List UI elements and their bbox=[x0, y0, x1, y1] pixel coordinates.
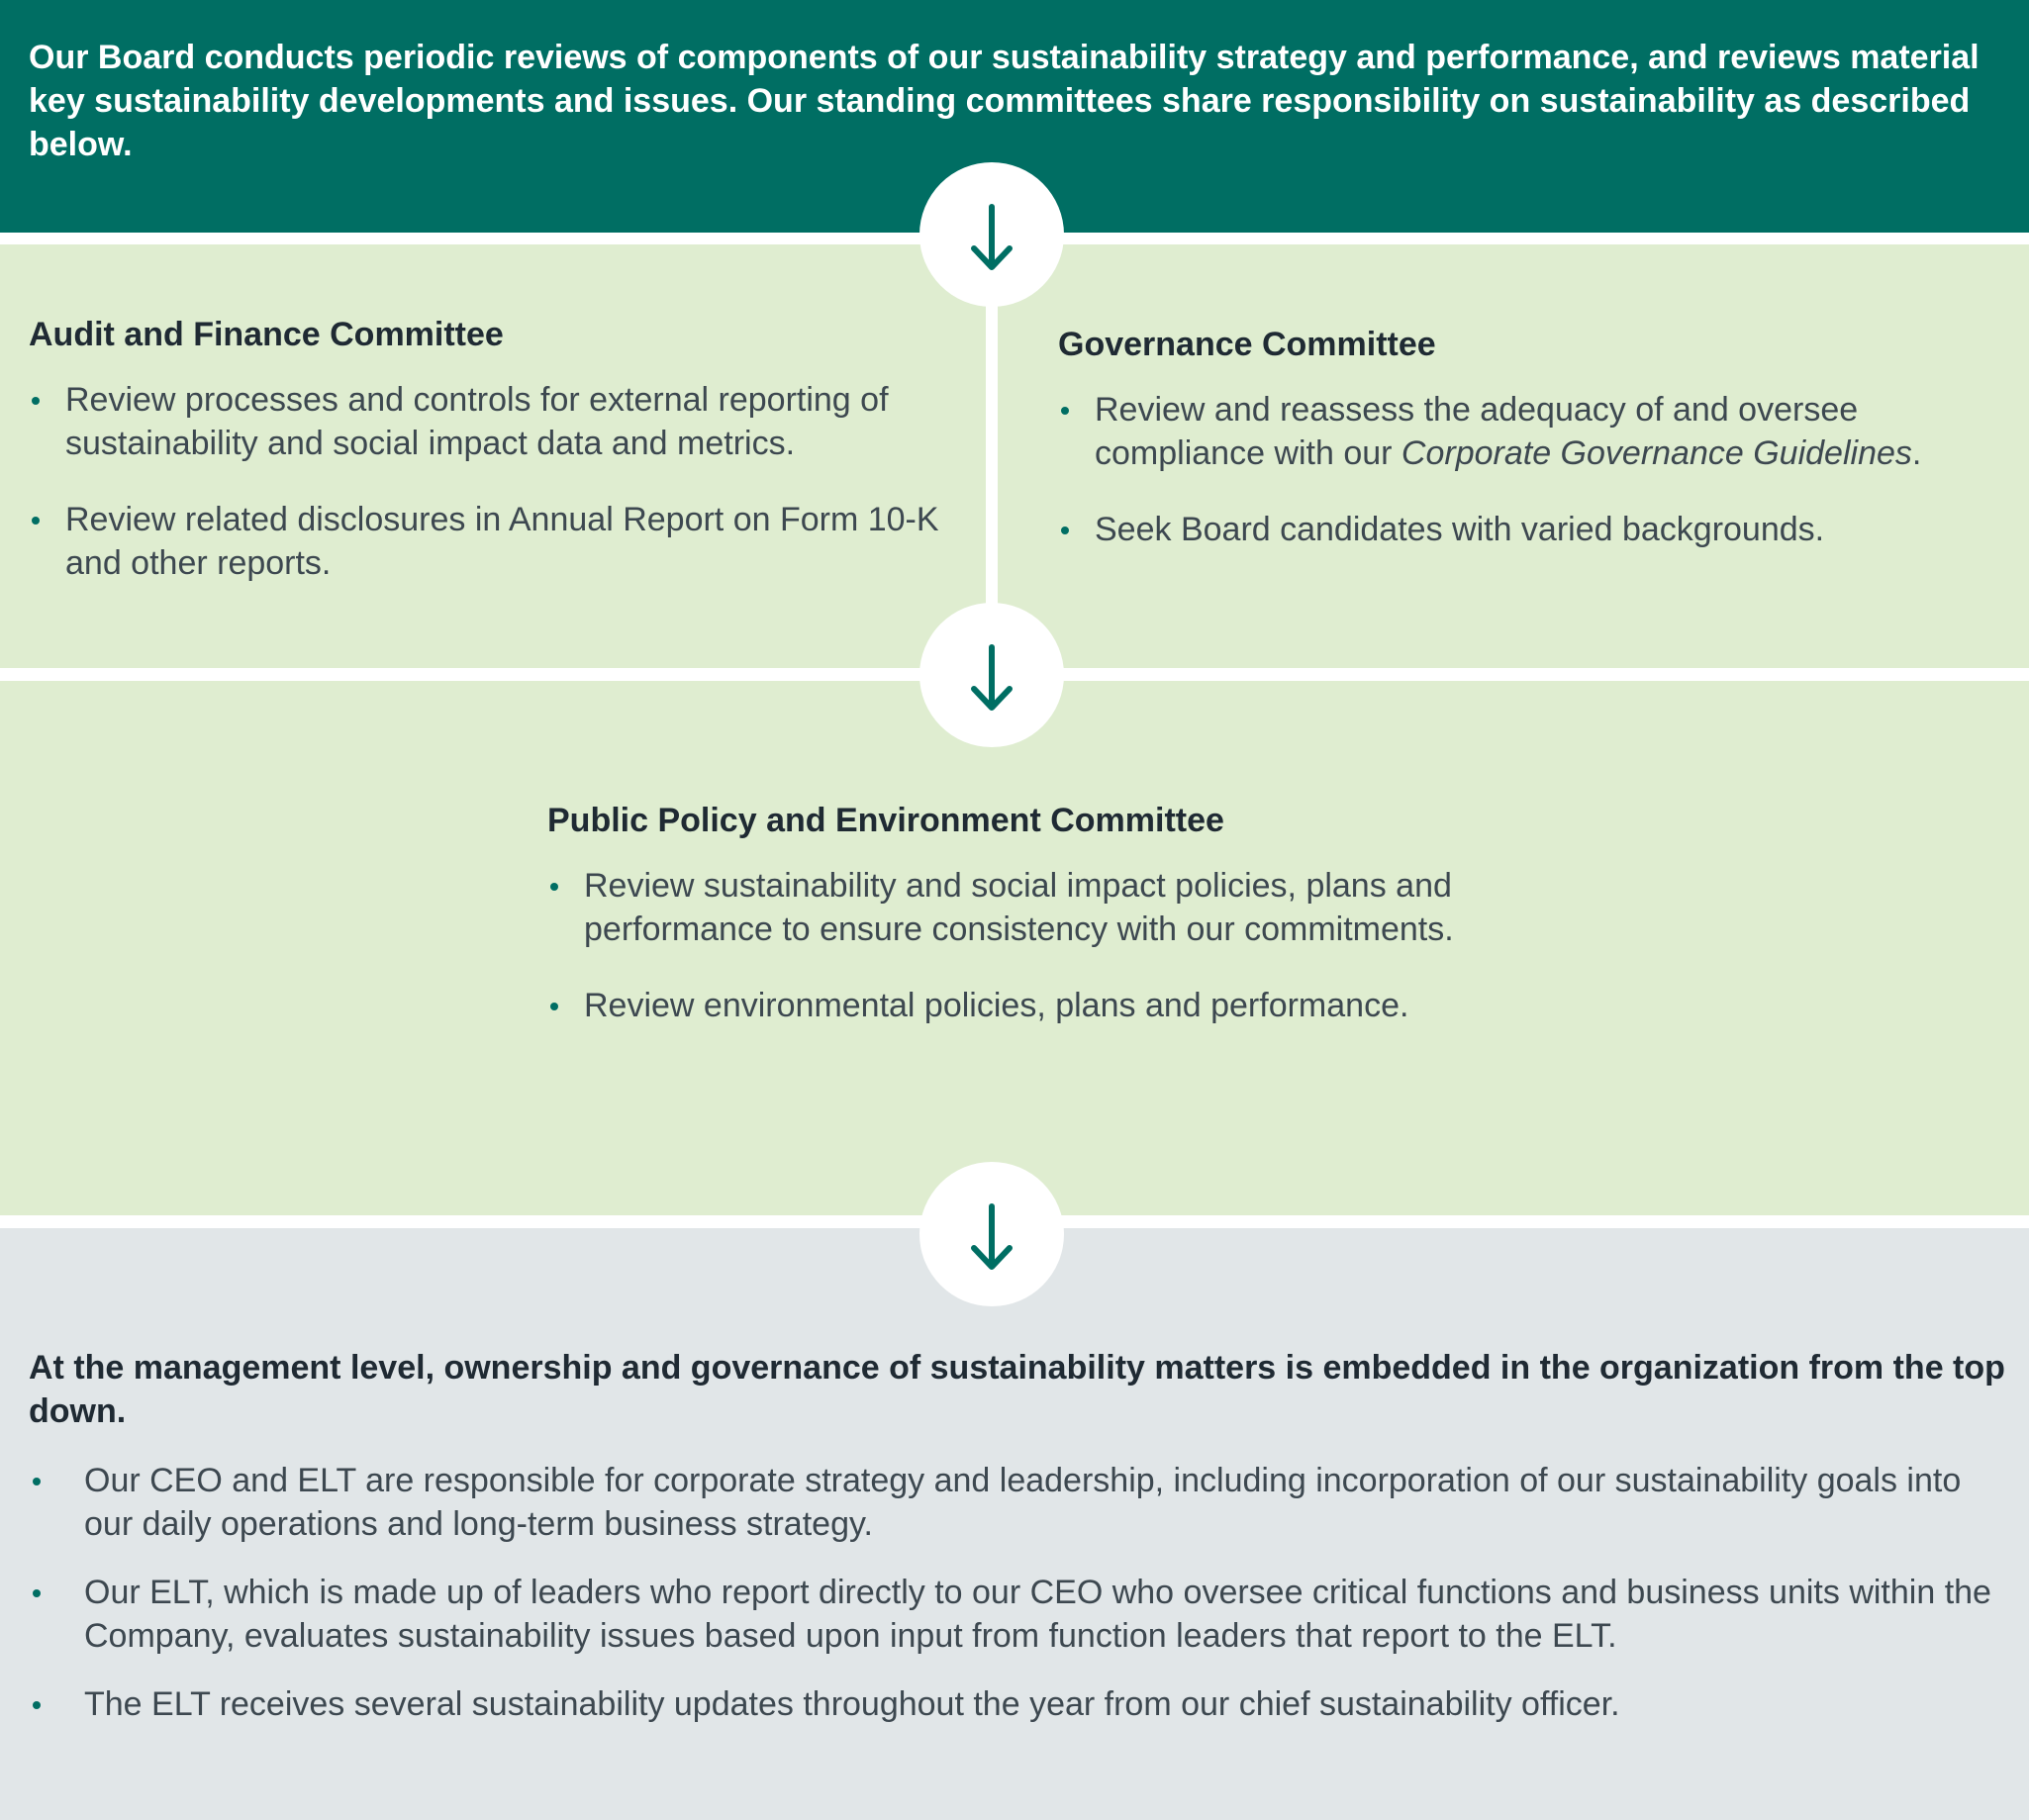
audit-committee-title: Audit and Finance Committee bbox=[29, 316, 504, 353]
management-list bbox=[29, 1459, 2008, 1726]
public-policy-committee-title: Public Policy and Environment Committee bbox=[547, 802, 1224, 839]
board-intro-text: Our Board conducts periodic reviews of components of our sustainability strategy and performance, and reviews material key sustainability developments and issues. Our standing committees share responsibility on sustainability as described below. bbox=[29, 39, 1980, 163]
flow-arrow-public-policy-to-management bbox=[919, 1162, 1064, 1306]
list-item: The ELT receives several sustainability updates throughout the year from our chief sustainability officer. bbox=[29, 1682, 2008, 1726]
arrow-down-icon bbox=[919, 603, 1064, 747]
arrow-down-icon bbox=[919, 162, 1064, 307]
public-policy-committee-list bbox=[547, 864, 1498, 1027]
governance-committee-list bbox=[1058, 388, 2008, 551]
governance-committee bbox=[1058, 323, 2008, 584]
list-item: Review related disclosures in Annual Report on Form 10-K and other reports. bbox=[29, 498, 979, 585]
management-content bbox=[29, 1346, 2008, 1751]
list-item-text-end: . bbox=[1911, 434, 1922, 472]
audit-committee-list bbox=[29, 378, 979, 585]
list-item: Seek Board candidates with varied backgrounds. bbox=[1058, 508, 2008, 551]
list-item: Review environmental policies, plans and performance. bbox=[547, 984, 1498, 1027]
arrow-down-icon bbox=[919, 1162, 1064, 1306]
audit-finance-committee bbox=[29, 313, 979, 618]
guidelines-title: Corporate Governance Guidelines bbox=[1401, 434, 1912, 472]
list-item-text: Review and reassess the adequacy of and oversee compliance with our bbox=[1095, 391, 1859, 472]
list-item: Our CEO and ELT are responsible for corporate strategy and leadership, including incorporation of our sustainability goals into our daily operations and long-term business strategy. bbox=[29, 1459, 2008, 1546]
management-heading: At the management level, ownership and governance of sustainability matters is embedded in the organization from the top down. bbox=[29, 1349, 2005, 1430]
public-policy-environment-committee bbox=[547, 799, 1498, 1060]
flow-arrow-board-to-committees bbox=[919, 162, 1064, 307]
governance-committee-title: Governance Committee bbox=[1058, 326, 1436, 363]
list-item bbox=[1058, 388, 2008, 475]
list-item: Review sustainability and social impact policies, plans and performance to ensure consistency with our commitments. bbox=[547, 864, 1498, 951]
list-item: Review processes and controls for external reporting of sustainability and social impact data and metrics. bbox=[29, 378, 979, 465]
flow-arrow-committees-to-public-policy bbox=[919, 603, 1064, 747]
list-item: Our ELT, which is made up of leaders who report directly to our CEO who oversee critical functions and business units within the Company, evaluates sustainability issues based upon input from function leaders that report to the ELT. bbox=[29, 1571, 2008, 1658]
